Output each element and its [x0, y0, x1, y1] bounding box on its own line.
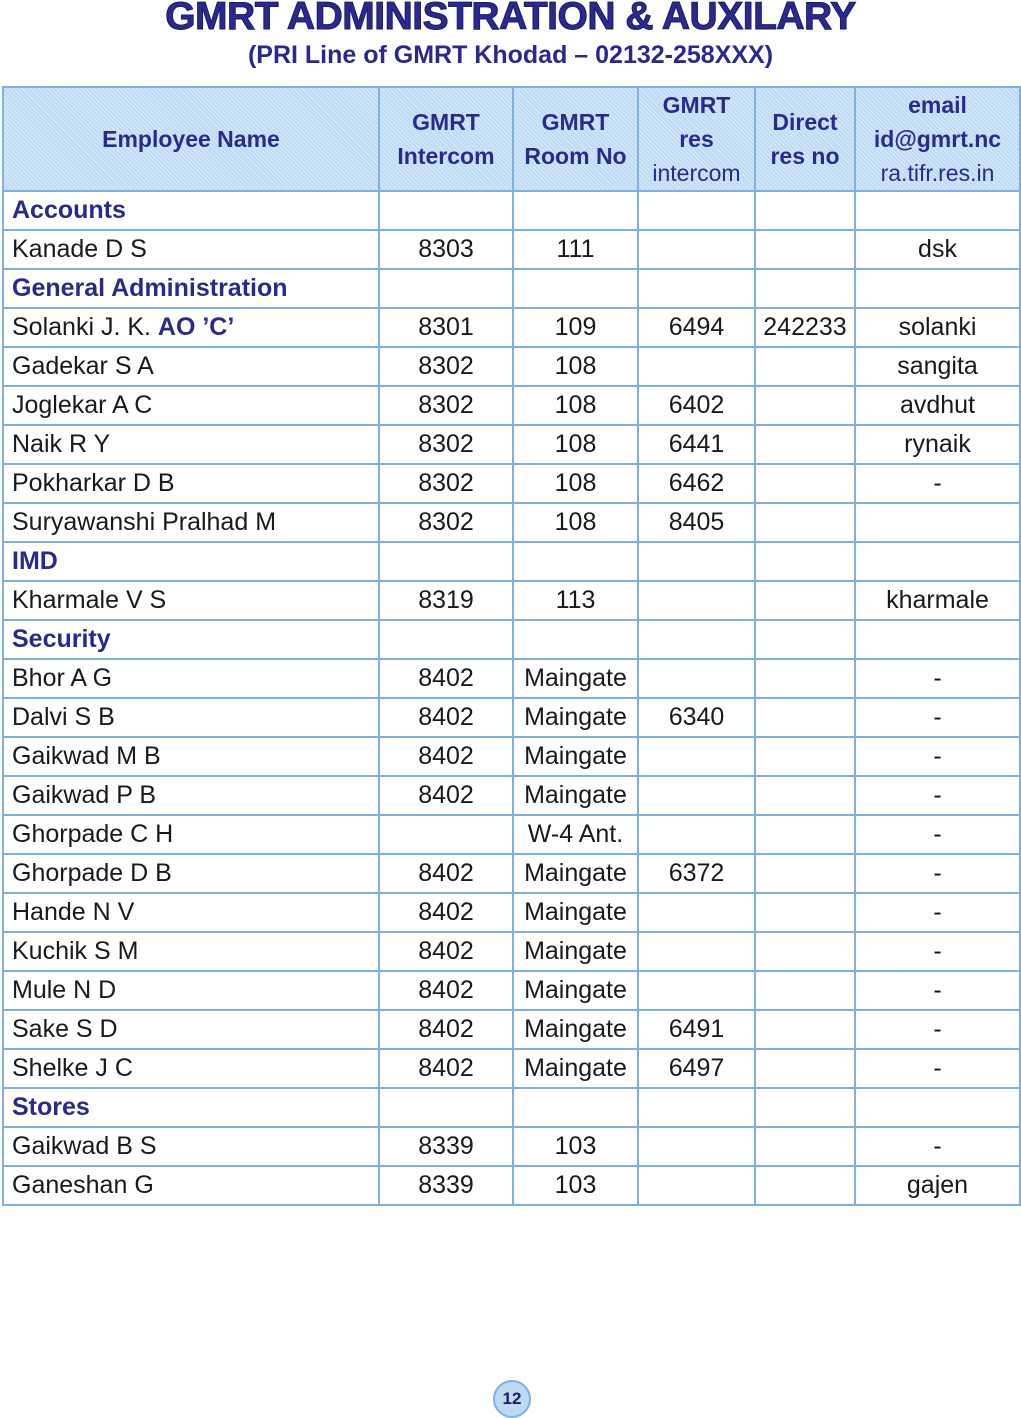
empty-cell — [855, 191, 1020, 230]
table-row — [3, 1049, 1020, 1088]
direct-res-cell — [755, 932, 855, 971]
section-row — [3, 191, 1020, 230]
intercom-cell: 8402 — [379, 971, 513, 1010]
section-row — [3, 269, 1020, 308]
email-cell: kharmale — [855, 581, 1020, 620]
res-intercom-cell: 6372 — [638, 854, 755, 893]
table-row — [3, 230, 1020, 269]
section-row — [3, 542, 1020, 581]
intercom-cell: 8402 — [379, 1049, 513, 1088]
empty-cell — [638, 542, 755, 581]
empty-cell — [513, 620, 638, 659]
employee-name: Sake S D — [3, 1010, 379, 1049]
res-intercom-cell — [638, 893, 755, 932]
header-line: Intercom — [397, 143, 495, 169]
room-cell: Maingate — [513, 893, 638, 932]
employee-name: Joglekar A C — [3, 386, 379, 425]
table-row — [3, 1166, 1020, 1205]
table-row — [3, 1127, 1020, 1166]
email-cell: - — [855, 1049, 1020, 1088]
res-intercom-cell — [638, 971, 755, 1010]
direct-res-cell — [755, 464, 855, 503]
room-cell: 108 — [513, 425, 638, 464]
email-cell: dsk — [855, 230, 1020, 269]
empty-cell — [755, 620, 855, 659]
column-header-email — [855, 87, 1020, 191]
empty-cell — [855, 1088, 1020, 1127]
direct-res-cell — [755, 1010, 855, 1049]
room-cell: 108 — [513, 386, 638, 425]
direct-res-cell — [755, 893, 855, 932]
table-row — [3, 854, 1020, 893]
header-line: GMRT — [541, 109, 610, 135]
empty-cell — [379, 620, 513, 659]
empty-cell — [855, 542, 1020, 581]
empty-cell — [755, 191, 855, 230]
empty-cell — [638, 620, 755, 659]
intercom-cell: 8402 — [379, 932, 513, 971]
email-cell: - — [855, 1127, 1020, 1166]
employee-name: Hande N V — [3, 893, 379, 932]
table-row — [3, 1010, 1020, 1049]
header-line: email — [908, 92, 967, 118]
table-row — [3, 932, 1020, 971]
room-cell: Maingate — [513, 698, 638, 737]
employee-name: Kharmale V S — [3, 581, 379, 620]
table-row — [3, 464, 1020, 503]
empty-cell — [855, 620, 1020, 659]
column-header-direct-res — [755, 87, 855, 191]
column-header-intercom — [379, 87, 513, 191]
room-cell: Maingate — [513, 932, 638, 971]
direct-res-cell — [755, 347, 855, 386]
res-intercom-cell: 6491 — [638, 1010, 755, 1049]
employee-name: Suryawanshi Pralhad M — [3, 503, 379, 542]
direct-res-cell — [755, 737, 855, 776]
res-intercom-cell: 6494 — [638, 308, 755, 347]
table-row — [3, 425, 1020, 464]
table-row — [3, 893, 1020, 932]
table-row — [3, 347, 1020, 386]
header-line: res — [679, 126, 714, 152]
empty-cell — [379, 542, 513, 581]
intercom-cell: 8302 — [379, 347, 513, 386]
header-line: intercom — [652, 160, 741, 186]
empty-cell — [513, 1088, 638, 1127]
direct-res-cell — [755, 503, 855, 542]
table-row — [3, 776, 1020, 815]
direct-res-cell — [755, 581, 855, 620]
empty-cell — [513, 191, 638, 230]
employee-name: Ghorpade C H — [3, 815, 379, 854]
email-cell: - — [855, 854, 1020, 893]
email-cell: - — [855, 659, 1020, 698]
employee-name: Kuchik S M — [3, 932, 379, 971]
direct-res-cell — [755, 776, 855, 815]
email-cell: gajen — [855, 1166, 1020, 1205]
res-intercom-cell: 6402 — [638, 386, 755, 425]
room-cell: Maingate — [513, 854, 638, 893]
intercom-cell: 8319 — [379, 581, 513, 620]
section-title: Stores — [3, 1088, 379, 1127]
empty-cell — [513, 269, 638, 308]
empty-cell — [755, 542, 855, 581]
email-cell: - — [855, 932, 1020, 971]
header-line: id@gmrt.nc — [873, 126, 1002, 152]
room-cell: Maingate — [513, 971, 638, 1010]
employee-name: Solanki J. K. — [12, 313, 158, 341]
room-cell: 113 — [513, 581, 638, 620]
res-intercom-cell — [638, 1127, 755, 1166]
res-intercom-cell: 8405 — [638, 503, 755, 542]
res-intercom-cell — [638, 581, 755, 620]
section-title: Accounts — [3, 191, 379, 230]
room-cell: W-4 Ant. — [513, 815, 638, 854]
email-cell: - — [855, 464, 1020, 503]
intercom-cell: 8402 — [379, 893, 513, 932]
column-header-room — [513, 87, 638, 191]
empty-cell — [379, 1088, 513, 1127]
employee-name: Gaikwad P B — [3, 776, 379, 815]
room-cell: Maingate — [513, 1049, 638, 1088]
intercom-cell — [379, 815, 513, 854]
intercom-cell: 8303 — [379, 230, 513, 269]
room-cell: Maingate — [513, 776, 638, 815]
direct-res-cell — [755, 698, 855, 737]
res-intercom-cell: 6340 — [638, 698, 755, 737]
room-cell: Maingate — [513, 737, 638, 776]
column-header-employee-name: Employee Name — [3, 87, 379, 191]
header-line: Room No — [524, 143, 627, 169]
intercom-cell: 8301 — [379, 308, 513, 347]
employee-name: Bhor A G — [3, 659, 379, 698]
table-row — [3, 581, 1020, 620]
empty-cell — [755, 1088, 855, 1127]
header-line: Direct — [772, 109, 838, 135]
room-cell: 103 — [513, 1166, 638, 1205]
table-row — [3, 659, 1020, 698]
intercom-cell: 8402 — [379, 1010, 513, 1049]
intercom-cell: 8302 — [379, 386, 513, 425]
employee-name: Gaikwad B S — [3, 1127, 379, 1166]
table-row — [3, 386, 1020, 425]
email-cell: - — [855, 776, 1020, 815]
table-row — [3, 503, 1020, 542]
room-cell: Maingate — [513, 1010, 638, 1049]
employee-name: Ganeshan G — [3, 1166, 379, 1205]
intercom-cell: 8402 — [379, 659, 513, 698]
direct-res-cell — [755, 1049, 855, 1088]
employee-name: Kanade D S — [3, 230, 379, 269]
res-intercom-cell — [638, 815, 755, 854]
room-cell: 109 — [513, 308, 638, 347]
employee-name: Gadekar S A — [3, 347, 379, 386]
empty-cell — [638, 1088, 755, 1127]
email-cell: - — [855, 815, 1020, 854]
employee-name: Dalvi S B — [3, 698, 379, 737]
room-cell: 108 — [513, 347, 638, 386]
room-cell: Maingate — [513, 659, 638, 698]
email-cell: solanki — [855, 308, 1020, 347]
res-intercom-cell — [638, 347, 755, 386]
empty-cell — [855, 269, 1020, 308]
header-line: GMRT — [412, 109, 480, 135]
direct-res-cell — [755, 659, 855, 698]
employee-name: Naik R Y — [3, 425, 379, 464]
intercom-cell: 8302 — [379, 464, 513, 503]
res-intercom-cell — [638, 659, 755, 698]
header-row — [3, 87, 1020, 191]
page-number-badge: 12 — [493, 1380, 531, 1418]
res-intercom-cell — [638, 1166, 755, 1205]
empty-cell — [379, 191, 513, 230]
direct-res-cell — [755, 230, 855, 269]
direct-res-cell — [755, 854, 855, 893]
designation: AO ’C’ — [157, 313, 235, 341]
res-intercom-cell — [638, 776, 755, 815]
room-cell: 108 — [513, 464, 638, 503]
room-cell: 111 — [513, 230, 638, 269]
section-title: IMD — [3, 542, 379, 581]
intercom-cell: 8302 — [379, 425, 513, 464]
direct-res-cell — [755, 386, 855, 425]
room-cell: 108 — [513, 503, 638, 542]
intercom-cell: 8302 — [379, 503, 513, 542]
header-line: GMRT — [662, 92, 731, 118]
email-cell: sangita — [855, 347, 1020, 386]
section-row — [3, 1088, 1020, 1127]
res-intercom-cell — [638, 932, 755, 971]
res-intercom-cell: 6497 — [638, 1049, 755, 1088]
direct-res-cell — [755, 1127, 855, 1166]
intercom-cell: 8402 — [379, 776, 513, 815]
table-row — [3, 737, 1020, 776]
empty-cell — [638, 269, 755, 308]
page-title: GMRT ADMINISTRATION & AUXILARY — [165, 0, 856, 38]
empty-cell — [513, 542, 638, 581]
section-row — [3, 620, 1020, 659]
header-line: ra.tifr.res.in — [880, 160, 995, 186]
directory-table — [2, 86, 1021, 1206]
email-cell: - — [855, 1010, 1020, 1049]
employee-name: Pokharkar D B — [3, 464, 379, 503]
table-row — [3, 698, 1020, 737]
email-cell: - — [855, 971, 1020, 1010]
employee-name: Ghorpade D B — [3, 854, 379, 893]
email-cell: rynaik — [855, 425, 1020, 464]
employee-name: Shelke J C — [3, 1049, 379, 1088]
res-intercom-cell: 6441 — [638, 425, 755, 464]
table-row — [3, 971, 1020, 1010]
res-intercom-cell — [638, 230, 755, 269]
table-row — [3, 815, 1020, 854]
employee-name: Mule N D — [3, 971, 379, 1010]
direct-res-cell — [755, 1166, 855, 1205]
empty-cell — [379, 269, 513, 308]
intercom-cell: 8339 — [379, 1127, 513, 1166]
intercom-cell: 8402 — [379, 698, 513, 737]
direct-res-cell — [755, 425, 855, 464]
direct-res-cell: 242233 — [755, 308, 855, 347]
employee-name: Gaikwad M B — [3, 737, 379, 776]
direct-res-cell — [755, 815, 855, 854]
email-cell — [855, 503, 1020, 542]
room-cell: 103 — [513, 1127, 638, 1166]
email-cell: - — [855, 698, 1020, 737]
email-cell: avdhut — [855, 386, 1020, 425]
section-title: Security — [3, 620, 379, 659]
intercom-cell: 8402 — [379, 854, 513, 893]
empty-cell — [638, 191, 755, 230]
intercom-cell: 8402 — [379, 737, 513, 776]
employee-name-cell — [3, 308, 379, 347]
res-intercom-cell: 6462 — [638, 464, 755, 503]
email-cell: - — [855, 737, 1020, 776]
email-cell: - — [855, 893, 1020, 932]
table-row — [3, 308, 1020, 347]
res-intercom-cell — [638, 737, 755, 776]
column-header-res-intercom — [638, 87, 755, 191]
empty-cell — [755, 269, 855, 308]
direct-res-cell — [755, 971, 855, 1010]
page-subtitle: (PRI Line of GMRT Khodad – 02132-258XXX) — [247, 41, 774, 69]
header-line: res no — [770, 143, 840, 169]
section-title: General Administration — [3, 269, 379, 308]
intercom-cell: 8339 — [379, 1166, 513, 1205]
